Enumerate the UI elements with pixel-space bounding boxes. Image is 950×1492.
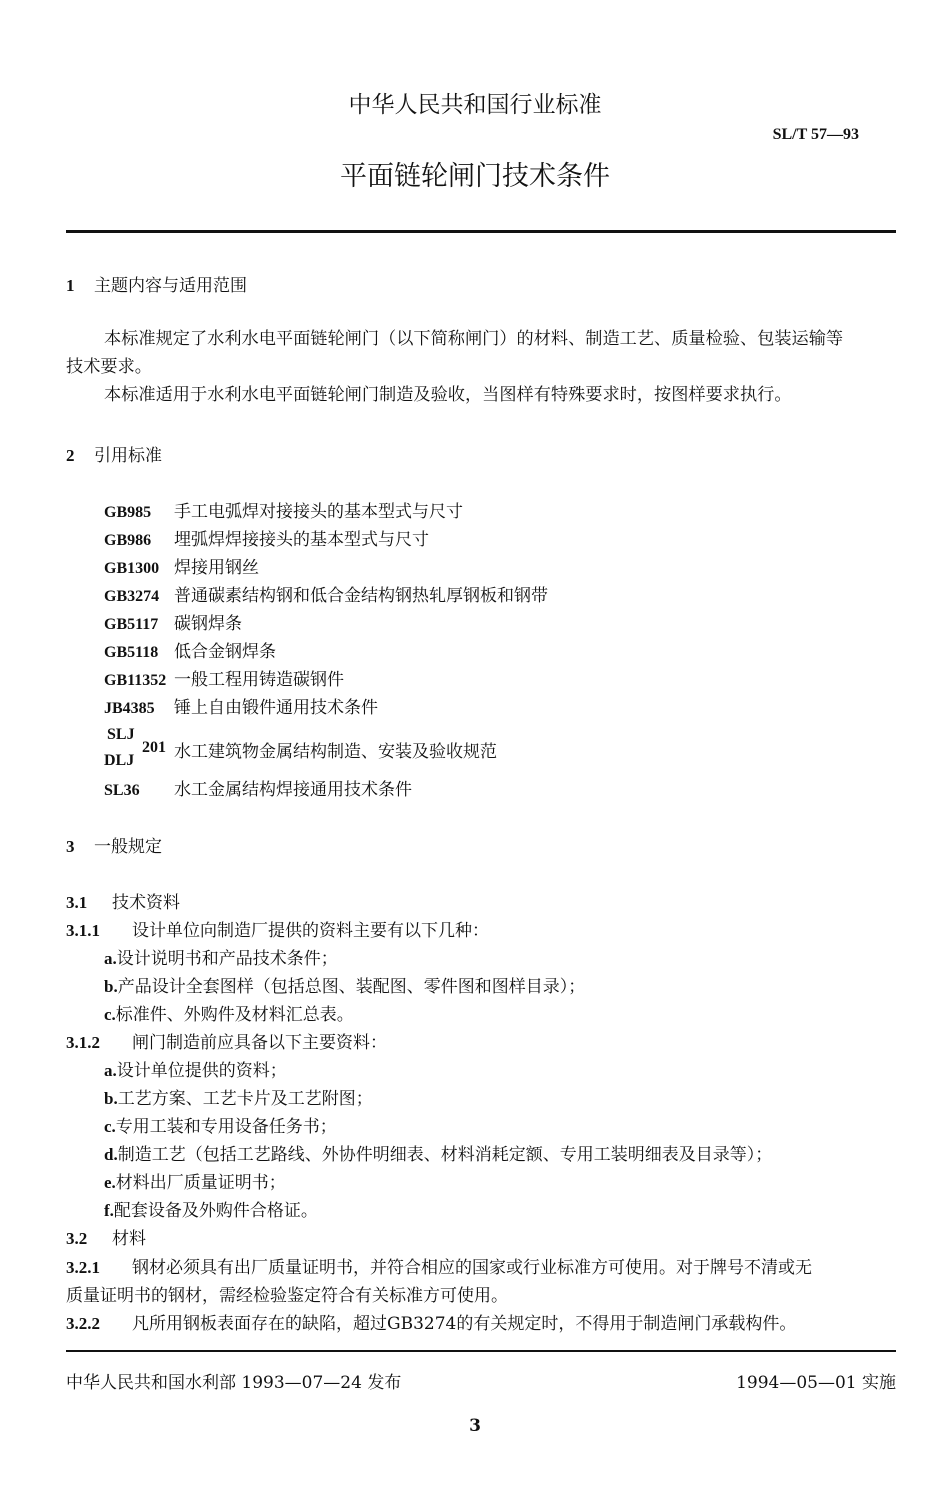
list-item: d.制造工艺（包括工艺路线、外协件明细表、材料消耗定额、专用工装明细表及目录等）； [104,1145,773,1165]
header-rule [66,230,896,233]
clause-3-2-1-line-2: 质量证明书的钢材，需经检验鉴定符合有关标准方可使用。 [66,1286,508,1306]
standard-category: 中华人民共和国行业标准 [348,92,602,118]
reference-item: JB4385 锤上自由锻件通用技术条件 [104,698,378,718]
list-item: b.产品设计全套图样（包括总图、装配图、零件图和图样目录）； [104,977,586,997]
section-3-heading: 3 一般规定 [66,837,162,857]
issue-date: 中华人民共和国水利部 1993—07—24 发布 [66,1373,402,1393]
reference-item: GB1300 焊接用钢丝 [104,558,259,578]
reference-code-201: 201 [142,739,166,756]
section-1-paragraph-1-line-2: 技术要求。 [66,357,152,377]
reference-item: GB5117 碳钢焊条 [104,614,242,634]
list-item: f.配套设备及外购件合格证。 [104,1201,318,1221]
effective-date: 1994—05—01 实施 [736,1373,896,1393]
footer-rule [66,1350,896,1352]
clause-3-1-2: 3.1.2 闸门制造前应具备以下主要资料： [66,1033,387,1053]
standard-code: SL/T 57—93 [772,126,859,143]
reference-code-slj: SLJ [107,726,135,743]
reference-item: GB11352 一般工程用铸造碳钢件 [104,670,344,690]
list-item: a.设计说明书和产品技术条件； [104,949,338,969]
reference-item: GB3274 普通碳素结构钢和低合金结构钢热轧厚钢板和钢带 [104,586,548,606]
list-item: e.材料出厂质量证明书； [104,1173,286,1193]
section-1-paragraph-2: 本标准适用于水利水电平面链轮闸门制造及验收，当图样有特殊要求时，按图样要求执行。 [104,385,792,405]
list-item: c.标准件、外购件及材料汇总表。 [104,1005,354,1025]
reference-item: SL36 水工金属结构焊接通用技术条件 [104,780,412,800]
clause-3-1: 3.1 技术资料 [66,893,180,913]
list-item: b.工艺方案、工艺卡片及工艺附图； [104,1089,373,1109]
clause-3-2: 3.2 材料 [66,1229,146,1249]
document-title: 平面链轮闸门技术条件 [340,161,610,192]
section-1-paragraph-1-line-1: 本标准规定了水利水电平面链轮闸门（以下简称闸门）的材料、制造工艺、质量检验、包装运输等 [104,329,844,349]
reference-item: GB985 手工电弧焊对接接头的基本型式与尺寸 [104,502,463,522]
clause-3-2-1-line-1: 3.2.1 钢材必须具有出厂质量证明书，并符合相应的国家或行业标准方可使用。对于牌号不清或无 [66,1258,812,1278]
page-number: 3 [469,1416,481,1436]
list-item: c.专用工装和专用设备任务书； [104,1117,337,1137]
clause-3-1-1: 3.1.1 设计单位向制造厂提供的资料主要有以下几种： [66,921,489,941]
section-2-heading: 2 引用标准 [66,446,162,466]
reference-item: GB5118 低合金钢焊条 [104,642,276,662]
clause-3-2-2: 3.2.2 凡所用钢板表面存在的缺陷，超过GB3274的有关规定时，不得用于制造闸门承载构件。 [66,1314,797,1334]
reference-text-slj-dlj: 水工建筑物金属结构制造、安装及验收规范 [174,742,497,762]
reference-code-dlj: DLJ [104,752,135,769]
reference-item: GB986 埋弧焊焊接接头的基本型式与尺寸 [104,530,429,550]
section-1-heading: 1 主题内容与适用范围 [66,276,247,296]
list-item: a.设计单位提供的资料； [104,1061,287,1081]
